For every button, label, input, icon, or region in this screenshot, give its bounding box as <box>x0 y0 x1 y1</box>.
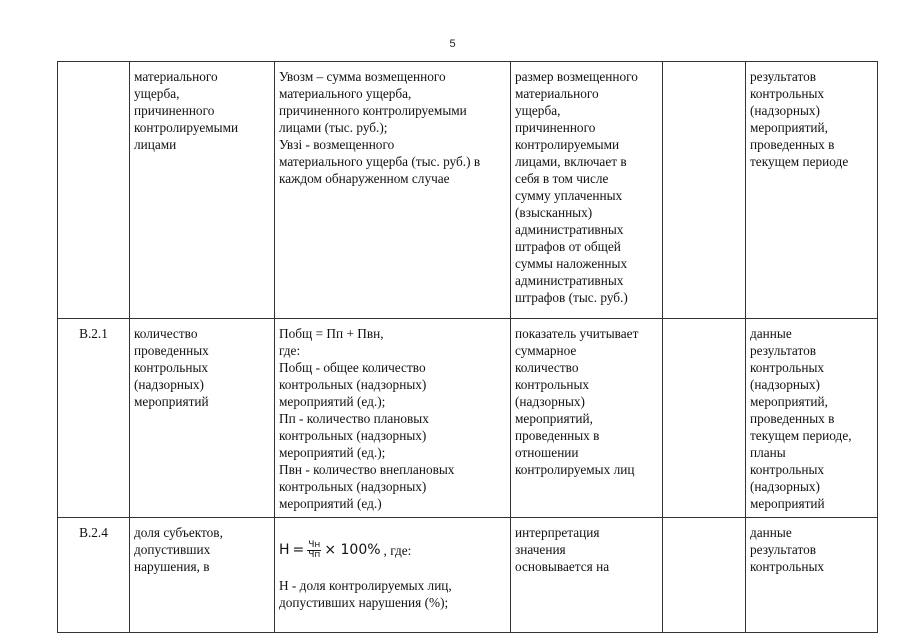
indicator-code <box>58 62 130 319</box>
indicator-source: результатов контрольных (надзорных) мероприятий, проведенных в текущем периоде <box>746 62 878 319</box>
table-row <box>58 62 878 319</box>
indicator-name: количество проведенных контрольных (надзорных) мероприятий <box>130 319 275 518</box>
indicator-name: доля субъектов, допустивших нарушения, в <box>130 518 275 633</box>
indicator-target <box>663 518 746 633</box>
formula-rhs: × 100% <box>324 542 381 558</box>
formula-expression <box>279 541 506 560</box>
formula-fraction <box>307 541 321 560</box>
indicator-formula: Увозм – сумма возмещенного материального ущерба, причиненного контролируемыми лицами (тыс. руб.); Увзi - возмещенного материального ущерба (тыс. руб.) в каждом обнаруженном случае <box>275 62 511 319</box>
table-row <box>58 319 878 518</box>
formula-lhs: Н <box>279 542 290 558</box>
indicator-formula-cell <box>275 518 511 633</box>
indicator-comment: показатель учитывает суммарное количество контрольных (надзорных) мероприятий, проведенных в отношении контролируемых лиц <box>511 319 663 518</box>
formula-suffix: , где: <box>383 543 412 558</box>
indicator-code: В.2.4 <box>58 518 130 633</box>
indicator-formula: Побщ = Пп + Пвн, где: Побщ - общее количество контрольных (надзорных) мероприятий (ед.); Пп - количество плановых контрольных (надзорных) мероприятий (ед.); Пвн - количество внеплановых контрольных (надзорных) мероприятий (ед.) <box>275 319 511 518</box>
indicator-comment: интерпретация значения основывается на <box>511 518 663 633</box>
formula-denominator: Чп <box>308 550 321 560</box>
indicator-source: данные результатов контрольных (надзорных) мероприятий, проведенных в текущем периоде, планы контрольных (надзорных) мероприятий <box>746 319 878 518</box>
indicator-table <box>57 61 878 633</box>
page-number: 5 <box>449 38 456 50</box>
table-row <box>58 518 878 633</box>
formula-equals: = <box>292 542 305 558</box>
indicator-name: материального ущерба, причиненного контролируемыми лицами <box>130 62 275 319</box>
indicator-source: данные результатов контрольных <box>746 518 878 633</box>
indicator-formula: Н - доля контролируемых лиц, допустивших нарушения (%); <box>279 578 452 610</box>
indicator-code: В.2.1 <box>58 319 130 518</box>
indicator-target <box>663 62 746 319</box>
indicator-comment: размер возмещенного материального ущерба, причиненного контролируемыми лицами, включает в себя в том числе сумму уплаченных (взысканных) административных штрафов от общей суммы наложенных административных штрафов (тыс. руб.) <box>511 62 663 319</box>
formula-numerator: Чн <box>308 540 321 550</box>
indicator-target <box>663 319 746 518</box>
